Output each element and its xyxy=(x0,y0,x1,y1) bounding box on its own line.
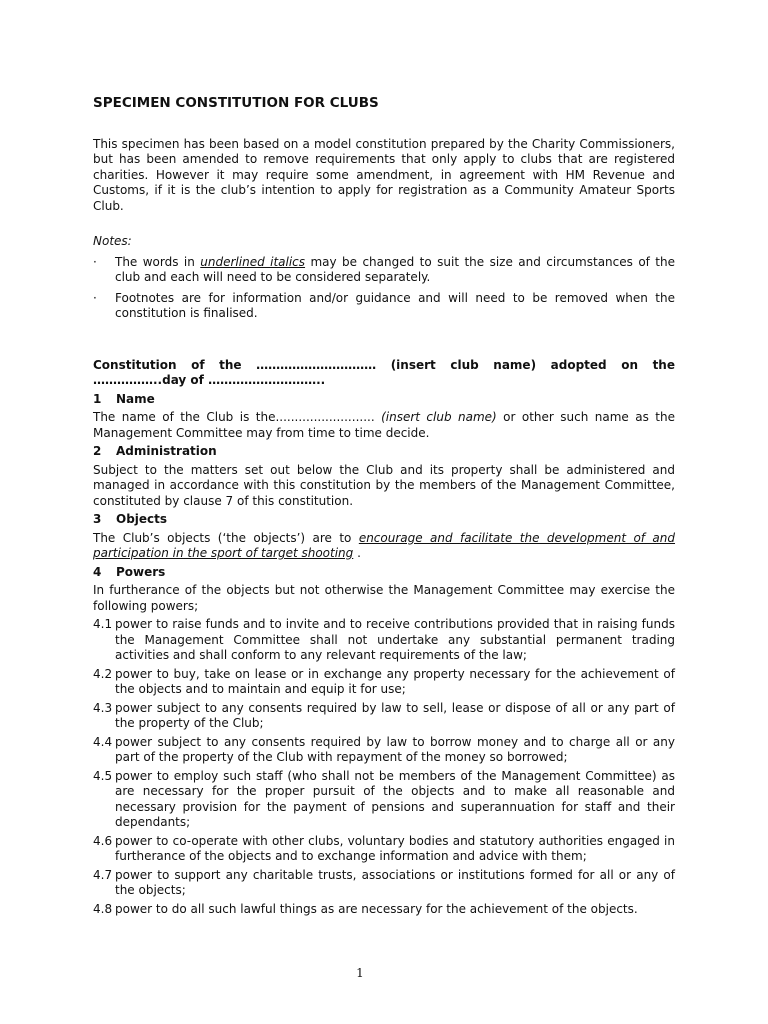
powers-list-item xyxy=(93,735,675,766)
clause-text: power to raise funds and to invite and to receive contributions provided that in raising funds the Management Committee shall not undertake any substantial permanent trading activities and shall conform to any relevant requirements of the law; xyxy=(115,617,675,662)
powers-list-item xyxy=(93,769,675,831)
section-heading-administration xyxy=(93,444,675,460)
section-title: Administration xyxy=(116,444,217,458)
section-heading-objects xyxy=(93,512,675,528)
section-title: Name xyxy=(116,391,155,406)
section-number: 3 xyxy=(93,512,102,526)
clause-number: 4.1 xyxy=(93,617,113,631)
note-item xyxy=(93,255,675,286)
note-item xyxy=(93,291,675,322)
adoption-statement: Constitution of the ………………………… (insert club name) adopted on the ……………..day of ……………………….. xyxy=(93,357,675,387)
clause-number: 4.5 xyxy=(93,768,113,783)
clause-text: power to support any charitable trusts, associations or institutions formed for all or any of the objects; xyxy=(115,867,675,897)
clause-text: power to do all such lawful things as are necessary for the achievement of the objects. xyxy=(115,901,638,916)
page-number: 1 xyxy=(356,966,364,980)
paragraph-text-part: The Club’s objects (‘the objects’) are to xyxy=(93,530,359,545)
section-heading-powers xyxy=(93,565,675,581)
objects-paragraph xyxy=(93,531,675,562)
paragraph-text-part: or other such name as the Management Committee may from time to time decide. xyxy=(93,410,675,440)
clause-text: power subject to any consents required by law to borrow money and to charge all or any part of the property of the Club with repayment of the money so borrowed; xyxy=(115,734,675,764)
intro-paragraph: This specimen has been based on a model constitution prepared by the Charity Commissioners, but has been amended to remove requirements that only apply to clubs that are registered charities. However it may require some amendment, in agreement with HM Revenue and Customs, if it is the club’s intention to apply for registration as a Community Amateur Sports Club. xyxy=(93,136,675,213)
document-body xyxy=(93,96,675,920)
bullet-icon: · xyxy=(93,254,97,269)
section-title: Objects xyxy=(116,512,168,526)
powers-list-item xyxy=(93,667,675,698)
paragraph-text-part: The name of the Club is the.......................... xyxy=(93,410,382,424)
notes-label: Notes: xyxy=(93,234,132,248)
clause-number: 4.4 xyxy=(93,734,113,749)
clause-text: power to co-operate with other clubs, voluntary bodies and statutory authorities engaged in furtherance of the objects and to exchange information and advice with them; xyxy=(115,833,675,863)
section-number: 4 xyxy=(93,564,102,579)
section-number: 2 xyxy=(93,444,102,458)
underlined-italics-text: encourage and facilitate the development of and participation in the sport of target shooting xyxy=(93,530,676,560)
paragraph-text-part: . xyxy=(353,546,361,560)
document-title: SPECIMEN CONSTITUTION FOR CLUBS xyxy=(93,95,379,111)
note-text-part: may be changed to suit the size and circumstances of the club and each will need to be considered separately. xyxy=(115,254,676,284)
clause-number: 4.3 xyxy=(93,700,113,715)
clause-text: power subject to any consents required by law to sell, lease or dispose of all or any part of the property of the Club; xyxy=(115,700,675,730)
note-text-part: The words in xyxy=(115,254,201,269)
clause-number: 4.6 xyxy=(93,833,113,848)
clause-number: 4.2 xyxy=(93,666,113,681)
powers-list-item xyxy=(93,617,675,664)
section-number: 1 xyxy=(93,391,102,406)
powers-list-item xyxy=(93,902,675,918)
bullet-icon: · xyxy=(93,290,97,305)
section-heading-name xyxy=(93,392,675,408)
powers-intro: In furtherance of the objects but not otherwise the Management Committee may exercise the following powers; xyxy=(93,583,675,613)
note-text: Footnotes are for information and/or guidance and will need to be removed when the constitution is finalised. xyxy=(115,290,675,320)
powers-list-item xyxy=(93,701,675,732)
clause-text: power to buy, take on lease or in exchange any property necessary for the achievement of the objects and to maintain and equip it for use; xyxy=(115,666,675,696)
administration-paragraph: Subject to the matters set out below the Club and its property shall be administered and managed in accordance with this constitution by the members of the Management Committee, constituted by clause 7 of this constitution. xyxy=(93,462,675,508)
name-paragraph xyxy=(93,410,675,441)
clause-number: 4.8 xyxy=(93,901,113,916)
clause-text: power to employ such staff (who shall not be members of the Management Committee) as are necessary for the proper pursuit of the objects and to make all reasonable and necessary provision for the payment of pensions and superannuation for staff and their dependants; xyxy=(115,768,675,829)
clause-number: 4.7 xyxy=(93,867,113,882)
powers-list-item xyxy=(93,834,675,865)
note-text xyxy=(115,255,675,286)
placeholder-text: (insert club name) xyxy=(381,410,497,424)
powers-list-item xyxy=(93,868,675,899)
section-title: Powers xyxy=(116,564,166,579)
underlined-italics-text: underlined italics xyxy=(200,254,306,269)
